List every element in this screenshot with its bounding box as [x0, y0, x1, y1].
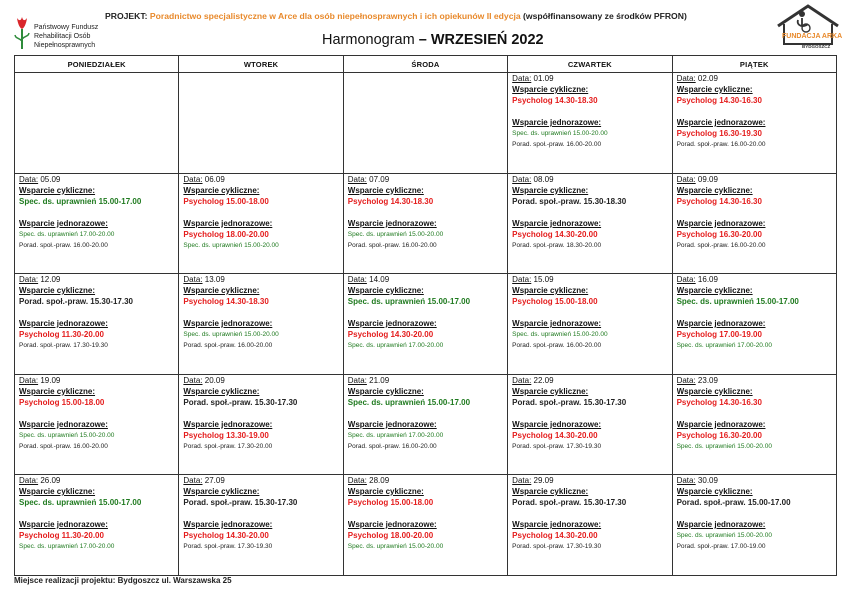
cell-date [19, 476, 175, 486]
date-label: Data: [183, 476, 203, 485]
schedule-week-row [15, 475, 837, 576]
single-support-label: Wsparcie jednorazowe: [183, 419, 273, 429]
date-label: Data: [347, 275, 367, 284]
cyclic-support-label: Wsparcie cykliczne: [512, 487, 589, 496]
pfron-logo-line: Niepełnosprawnych [34, 42, 96, 49]
single-support-label: Wsparcie jednorazowe: [347, 218, 437, 228]
schedule-entry: Psycholog 11.30-20.00 [19, 330, 104, 339]
cyclic-support-label: Wsparcie cykliczne: [347, 286, 424, 295]
pfron-tulip-icon [14, 15, 30, 51]
date-label: Data: [512, 375, 532, 385]
schedule-entry: Psycholog 15.00-18.00 [347, 498, 434, 507]
day-header: PONIEDZIAŁEK [15, 56, 179, 73]
cell-date [677, 175, 833, 185]
cell-date [19, 175, 175, 185]
single-support-label: Wsparcie jednorazowe: [19, 319, 108, 328]
day-cell [179, 173, 343, 274]
cyclic-support-label: Wsparcie cykliczne: [183, 386, 260, 396]
date-value: 16.09 [697, 275, 718, 284]
day-header: WTOREK [179, 56, 343, 73]
cyclic-support-label: Wsparcie cykliczne: [676, 286, 753, 295]
schedule-entry: Porad. społ.-praw. 16.00-20.00 [19, 241, 108, 249]
day-cell [343, 274, 507, 375]
cyclic-support-label: Wsparcie cykliczne: [347, 386, 424, 396]
schedule-entry: Psycholog 16.30-20.00 [676, 229, 762, 239]
schedule-entry: Psycholog 16.30-20.00 [676, 430, 762, 440]
date-label: Data: [676, 375, 696, 385]
schedule-entry: Spec. ds. uprawnień 17.00-20.00 [676, 342, 772, 349]
date-label: Data: [183, 275, 203, 284]
day-cell [672, 374, 836, 475]
schedule-entry: Psycholog 14.30-18.30 [183, 297, 269, 306]
schedule-entry: Psycholog 13.30-19.00 [183, 430, 269, 440]
date-value: 28.09 [369, 476, 390, 485]
single-support-label: Wsparcie jednorazowe: [347, 520, 437, 529]
cyclic-support-label: Wsparcie cykliczne: [512, 85, 589, 94]
schedule-entry: Psycholog 14.30-20.00 [512, 531, 598, 540]
project-location-footer: Miejsce realizacji projektu: Bydgoszcz ul. Warszawska 25 [14, 576, 232, 585]
schedule-entry: Porad. społ.-praw. 16.00-20.00 [676, 241, 766, 249]
arka-logo-city: BYDGOSZCZ [802, 44, 831, 49]
day-header: PIĄTEK [672, 56, 836, 73]
cell-date [348, 476, 504, 486]
cell-date [677, 476, 833, 486]
pfron-logo-text [34, 23, 98, 50]
cyclic-support-label: Wsparcie cykliczne: [512, 185, 589, 195]
schedule-week-row [15, 274, 837, 375]
day-cell [672, 73, 836, 174]
date-label: Data: [347, 375, 367, 385]
project-title: Poradnictwo specjalistyczne w Arce dla osób niepełnosprawnych i ich opiekunów II edycja [149, 11, 521, 21]
date-label: Data: [183, 375, 203, 385]
cyclic-support-label: Wsparcie cykliczne: [183, 286, 260, 295]
day-cell [672, 274, 836, 375]
day-cell [508, 475, 672, 576]
date-value: 29.09 [533, 476, 554, 485]
schedule-entry: Spec. ds. uprawnień 15.00-20.00 [183, 241, 279, 249]
day-cell [179, 374, 343, 475]
day-cell [15, 475, 179, 576]
cyclic-support-label: Wsparcie cykliczne: [183, 487, 260, 496]
date-value: 12.09 [40, 275, 61, 284]
schedule-entry: Psycholog 11.30-20.00 [19, 531, 104, 540]
schedule-entry: Psycholog 14.30-18.30 [512, 96, 598, 105]
date-value: 13.09 [204, 275, 225, 284]
date-value: 06.09 [204, 174, 225, 184]
schedule-entry: Porad. społ.-praw. 16.00-20.00 [183, 342, 273, 349]
single-support-label: Wsparcie jednorazowe: [183, 520, 273, 529]
schedule-entry: Psycholog 18.00-20.00 [183, 229, 269, 239]
date-label: Data: [512, 476, 532, 485]
day-cell [15, 73, 179, 174]
date-label: Data: [19, 174, 39, 184]
schedule-entry: Spec. ds. uprawnień 15.00-17.00 [19, 498, 142, 507]
cyclic-support-label: Wsparcie cykliczne: [19, 386, 96, 396]
schedule-entry: Psycholog 14.30-18.30 [347, 196, 434, 206]
schedule-entry: Porad. społ.-praw. 15.30-17.30 [512, 498, 627, 507]
schedule-entry: Porad. społ.-praw. 16.00-20.00 [19, 442, 108, 450]
schedule-entry: Spec. ds. uprawnień 15.00-20.00 [512, 331, 608, 338]
date-label: Data: [512, 174, 532, 184]
single-support-label: Wsparcie jednorazowe: [512, 419, 602, 429]
fundacja-arka-logo [774, 2, 842, 50]
schedule-entry: Porad. społ.-praw. 17.30-19.30 [183, 543, 273, 550]
date-label: Data: [347, 174, 367, 184]
date-label: Data: [512, 275, 532, 284]
schedule-entry: Porad. społ.-praw. 15.00-17.00 [676, 498, 791, 507]
schedule-table [14, 55, 837, 576]
day-cell [343, 73, 507, 174]
schedule-entry: Spec. ds. uprawnień 15.00-20.00 [183, 331, 279, 338]
cyclic-support-label: Wsparcie cykliczne: [19, 487, 96, 496]
date-value: 23.09 [697, 375, 718, 385]
page-title-month: WRZESIEŃ 2022 [430, 32, 544, 48]
single-support-label: Wsparcie jednorazowe: [676, 319, 766, 328]
schedule-entry: Psycholog 15.00-18.00 [19, 397, 105, 407]
date-value: 14.09 [369, 275, 390, 284]
day-cell [672, 173, 836, 274]
day-cell [508, 374, 672, 475]
schedule-entry: Psycholog 14.30-20.00 [512, 229, 598, 239]
day-cell [343, 374, 507, 475]
schedule-entry: Spec. ds. uprawnień 15.00-20.00 [676, 532, 772, 539]
day-cell [672, 475, 836, 576]
date-value: 15.09 [533, 275, 554, 284]
schedule-week-row [15, 173, 837, 274]
cell-date [512, 476, 668, 486]
schedule-entry: Porad. społ.-praw. 15.30-17.30 [19, 297, 133, 306]
cyclic-support-label: Wsparcie cykliczne: [676, 185, 753, 195]
date-value: 22.09 [533, 375, 554, 385]
day-cell [508, 274, 672, 375]
schedule-entry: Spec. ds. uprawnień 15.00-17.00 [347, 297, 471, 306]
date-value: 02.09 [697, 74, 718, 83]
schedule-entry: Spec. ds. uprawnień 17.00-20.00 [347, 431, 444, 439]
schedule-entry: Spec. ds. uprawnień 15.00-20.00 [676, 442, 772, 450]
cell-date [677, 376, 833, 386]
schedule-entry: Porad. społ.-praw. 16.00-20.00 [676, 141, 766, 148]
single-support-label: Wsparcie jednorazowe: [676, 218, 766, 228]
single-support-label: Wsparcie jednorazowe: [19, 520, 108, 529]
date-value: 27.09 [204, 476, 225, 485]
schedule-week-row [15, 374, 837, 475]
page-title-dash: – [418, 32, 427, 48]
schedule-entry: Psycholog 14.30-16.30 [676, 96, 762, 105]
cyclic-support-label: Wsparcie cykliczne: [19, 286, 96, 295]
day-cell [179, 73, 343, 174]
pfron-logo-line: Rehabilitacji Osób [34, 33, 91, 40]
cell-date [512, 175, 668, 185]
schedule-entry: Porad. społ.-praw. 15.30-17.30 [183, 498, 298, 507]
schedule-entry: Spec. ds. uprawnień 17.00-20.00 [19, 543, 115, 550]
cyclic-support-label: Wsparcie cykliczne: [347, 487, 424, 496]
single-support-label: Wsparcie jednorazowe: [512, 118, 602, 127]
project-cofinancing-note: (współfinansowany ze środków PFRON) [523, 11, 687, 21]
schedule-entry: Porad. społ.-praw. 17.30-20.00 [183, 442, 273, 450]
single-support-label: Wsparcie jednorazowe: [347, 419, 437, 429]
date-label: Data: [676, 476, 696, 485]
day-header: ŚRODA [343, 56, 507, 73]
cell-date [183, 275, 339, 285]
date-value: 09.09 [697, 174, 718, 184]
schedule-entry: Porad. społ.-praw. 16.00-20.00 [512, 141, 602, 148]
schedule-entry: Porad. społ.-praw. 17.00-19.00 [676, 543, 766, 550]
cell-date [348, 275, 504, 285]
schedule-header-row [15, 56, 837, 73]
cell-date [677, 275, 833, 285]
date-label: Data: [676, 174, 696, 184]
cyclic-support-label: Wsparcie cykliczne: [19, 185, 96, 195]
cell-date [183, 175, 339, 185]
schedule-entry: Spec. ds. uprawnień 15.00-17.00 [19, 196, 142, 206]
cyclic-support-label: Wsparcie cykliczne: [676, 487, 753, 496]
date-value: 20.09 [204, 375, 225, 385]
date-label: Data: [347, 476, 367, 485]
schedule-entry: Psycholog 17.00-19.00 [676, 330, 762, 339]
date-label: Data: [19, 476, 39, 485]
date-value: 21.09 [369, 375, 390, 385]
single-support-label: Wsparcie jednorazowe: [183, 319, 273, 328]
schedule-entry: Spec. ds. uprawnień 15.00-20.00 [347, 230, 444, 238]
schedule-entry: Porad. społ.-praw. 17.30-19.30 [512, 442, 602, 450]
page-title [322, 32, 544, 48]
schedule-entry: Psycholog 14.30-16.30 [676, 196, 762, 206]
cell-date [19, 275, 175, 285]
cyclic-support-label: Wsparcie cykliczne: [512, 386, 589, 396]
cell-date [348, 376, 504, 386]
schedule-entry: Psycholog 14.30-20.00 [512, 430, 598, 440]
schedule-entry: Spec. ds. uprawnień 15.00-17.00 [676, 297, 799, 306]
page-title-word: Harmonogram [322, 32, 415, 48]
schedule-entry: Porad. społ.-praw. 15.30-18.30 [512, 196, 627, 206]
schedule-entry: Spec. ds. uprawnień 15.00-20.00 [347, 543, 444, 550]
day-cell [508, 173, 672, 274]
cyclic-support-label: Wsparcie cykliczne: [347, 185, 424, 195]
day-cell [343, 173, 507, 274]
date-value: 19.09 [40, 375, 61, 385]
date-label: Data: [183, 174, 203, 184]
schedule-entry: Psycholog 18.00-20.00 [347, 531, 434, 540]
single-support-label: Wsparcie jednorazowe: [512, 319, 602, 328]
schedule-entry: Psycholog 16.30-19.30 [676, 129, 762, 138]
schedule-entry: Spec. ds. uprawnień 17.00-20.00 [19, 230, 115, 238]
single-support-label: Wsparcie jednorazowe: [676, 419, 766, 429]
schedule-entry: Porad. społ.-praw. 16.00-20.00 [347, 241, 437, 249]
single-support-label: Wsparcie jednorazowe: [19, 419, 108, 429]
date-value: 07.09 [369, 174, 390, 184]
pfron-logo-line: Państwowy Fundusz [34, 24, 99, 31]
schedule-entry: Porad. społ.-praw. 17.30-19.30 [512, 543, 602, 550]
date-label: Data: [19, 375, 39, 385]
single-support-label: Wsparcie jednorazowe: [19, 218, 108, 228]
date-label: Data: [512, 74, 532, 83]
single-support-label: Wsparcie jednorazowe: [347, 319, 437, 328]
single-support-label: Wsparcie jednorazowe: [676, 520, 766, 529]
cell-date [512, 376, 668, 386]
schedule-entry: Psycholog 14.30-20.00 [347, 330, 434, 339]
schedule-week-row [15, 73, 837, 174]
schedule-entry: Spec. ds. uprawnień 15.00-17.00 [347, 397, 471, 407]
schedule-entry: Psycholog 15.00-18.00 [183, 196, 269, 206]
cell-date [512, 74, 668, 84]
cell-date [183, 376, 339, 386]
date-value: 30.09 [697, 476, 718, 485]
schedule-entry: Psycholog 15.00-18.00 [512, 297, 598, 306]
single-support-label: Wsparcie jednorazowe: [676, 118, 766, 127]
date-label: Data: [676, 275, 696, 284]
date-value: 08.09 [533, 174, 554, 184]
day-cell [15, 173, 179, 274]
single-support-label: Wsparcie jednorazowe: [183, 218, 273, 228]
schedule-entry: Spec. ds. uprawnień 17.00-20.00 [347, 342, 444, 349]
schedule-entry: Porad. społ.-praw. 18.30-20.00 [512, 241, 602, 249]
day-cell [15, 374, 179, 475]
cell-date [183, 476, 339, 486]
single-support-label: Wsparcie jednorazowe: [512, 218, 602, 228]
schedule-entry: Porad. społ.-praw. 17.30-19.30 [19, 342, 108, 349]
schedule-entry: Porad. społ.-praw. 15.30-17.30 [512, 397, 627, 407]
schedule-entry: Porad. społ.-praw. 16.00-20.00 [347, 442, 437, 450]
schedule-body [15, 73, 837, 576]
date-label: Data: [19, 275, 39, 284]
date-value: 26.09 [40, 476, 61, 485]
cyclic-support-label: Wsparcie cykliczne: [512, 286, 589, 295]
cyclic-support-label: Wsparcie cykliczne: [676, 85, 753, 94]
single-support-label: Wsparcie jednorazowe: [512, 520, 602, 529]
day-header: CZWARTEK [508, 56, 672, 73]
day-cell [343, 475, 507, 576]
cell-date [677, 74, 833, 84]
day-cell [179, 274, 343, 375]
cyclic-support-label: Wsparcie cykliczne: [676, 386, 753, 396]
project-line [105, 11, 687, 21]
date-value: 01.09 [533, 74, 554, 83]
arka-logo-text: FUNDACJA ARKA [782, 33, 842, 40]
cell-date [19, 376, 175, 386]
schedule-entry: Porad. społ.-praw. 16.00-20.00 [512, 342, 602, 349]
schedule-entry: Psycholog 14.30-20.00 [183, 531, 269, 540]
schedule-entry: Spec. ds. uprawnień 15.00-20.00 [512, 130, 608, 137]
schedule-entry: Spec. ds. uprawnień 15.00-20.00 [19, 431, 115, 439]
date-value: 05.09 [40, 174, 61, 184]
day-cell [15, 274, 179, 375]
day-cell [508, 73, 672, 174]
project-label: PROJEKT: [105, 11, 148, 21]
day-cell [179, 475, 343, 576]
cell-date [512, 275, 668, 285]
cell-date [348, 175, 504, 185]
schedule-entry: Psycholog 14.30-16.30 [676, 397, 762, 407]
schedule-entry: Porad. społ.-praw. 15.30-17.30 [183, 397, 298, 407]
cyclic-support-label: Wsparcie cykliczne: [183, 185, 260, 195]
date-label: Data: [676, 74, 696, 83]
